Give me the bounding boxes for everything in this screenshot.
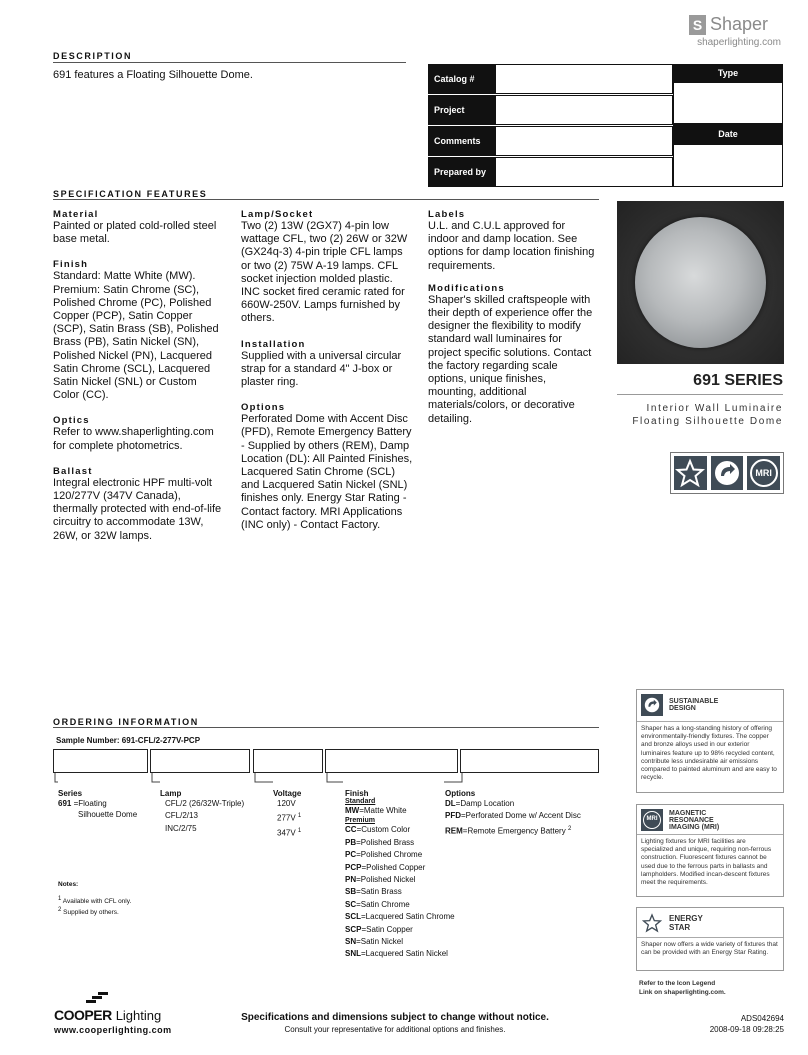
options-heading: Options: [241, 402, 286, 414]
date-header: Date: [673, 124, 783, 144]
shaper-logo-text: Shaper: [710, 14, 769, 34]
voltage-option: [277, 810, 301, 825]
option-desc: =Satin Nickel: [356, 937, 404, 947]
premium-subheading: Premium: [345, 817, 375, 825]
note-1: [58, 896, 131, 905]
mri-badge-text: MRI: [750, 459, 778, 487]
finish-option: [345, 899, 455, 911]
option-code: MW: [345, 806, 360, 815]
spec-heading: SPECIFICATION FEATURES: [53, 189, 208, 199]
finish-option: [345, 911, 455, 923]
options-list: [445, 798, 581, 838]
option-code: PN: [345, 875, 357, 885]
option-item: [445, 798, 581, 810]
legend-line-2: Link on shaperlighting.com.: [639, 988, 726, 996]
option-desc: =Lacquered Satin Nickel: [361, 949, 448, 959]
ordering-heading: ORDERING INFORMATION: [53, 717, 199, 727]
option-desc: =Satin Brass: [356, 887, 402, 897]
series-title: 691 SERIES: [693, 372, 783, 389]
footer-consult: Consult your representative for additional options and finishes.: [284, 1025, 506, 1034]
mods-text: Shaper's skilled craftspeople with their depth of experience offer the designer the flexibility to modify standard wall luminaires for project specific solutions. Contact the factory regarding scale options, unique finishes, mounting, additional materials/colors, or decorative detailing.: [428, 293, 593, 425]
series-column: [58, 789, 137, 820]
finish-option: [345, 805, 455, 817]
legend-line-1: Refer to the Icon Legend: [639, 980, 716, 987]
finish-option: [345, 849, 455, 861]
option-code: SCP: [345, 924, 362, 934]
lamp-option: CFL/2/13: [165, 811, 198, 821]
option-desc: =Satin Copper: [361, 924, 413, 934]
lamp-text: Two (2) 13W (2GX7) 4-pin low wattage CFL, two (2) 26W or 32W (GX24q-3) 4-pin triple CFL lamps or two (2) 75W A-19 lamps. CFL socket injection molded plastic. INC socket fired ceramic rated for 660W-250V. Lamps furnished by others.: [241, 220, 408, 325]
mri-box: [636, 804, 784, 897]
lamp-heading: Lamp/Socket: [241, 209, 314, 220]
option-desc: =Lacquered Satin Chrome: [361, 912, 455, 922]
option-item: [445, 810, 581, 822]
install-text: Supplied with a universal circular strap for a standard 4" J-box or plaster ring.: [241, 349, 402, 389]
mri-title-2: RESONANCE: [669, 816, 714, 824]
voltage-option: [277, 798, 301, 810]
finish-option: [345, 886, 455, 898]
note-1-text: Available with CFL only.: [62, 898, 132, 906]
standard-subheading: Standard: [345, 798, 376, 805]
mri-title-3: IMAGING (MRI): [669, 823, 720, 831]
voltage-connector: [255, 773, 273, 782]
option-code: PB: [345, 837, 357, 847]
options-connector: [444, 773, 462, 782]
option-code: PC: [345, 850, 357, 860]
doc-date: 2008-09-18 09:28:25: [709, 1025, 784, 1034]
lamp-list: [160, 798, 244, 835]
cooper-name-2: Lighting: [115, 1008, 162, 1023]
energy-star-small-icon: [641, 912, 663, 934]
option-code: SNL: [345, 949, 361, 959]
option-note-marker: 2: [567, 825, 572, 832]
option-desc: =Polished Chrome: [356, 850, 423, 860]
note-2-text: Supplied by others.: [63, 909, 119, 917]
icon-legend-note: [639, 980, 726, 997]
catalog-label: Catalog #: [428, 64, 495, 94]
sustainable-title-1: SUSTAINABLE: [669, 698, 719, 705]
material-text: Painted or plated cold-rolled steel base metal.: [53, 220, 217, 246]
note-1-marker: 1: [58, 896, 62, 902]
sample-number: Sample Number: 691-CFL/2-277V-PCP: [56, 736, 201, 745]
mods-heading: Modifications: [428, 282, 505, 294]
options-col-heading: Options: [445, 789, 476, 798]
mri-small-text: MRI: [643, 811, 661, 829]
option-code: SC: [345, 899, 357, 909]
series-code: 691: [58, 799, 72, 808]
option-desc: =Polished Copper: [361, 862, 426, 872]
cooper-name: COOPER: [54, 1007, 112, 1023]
optics-heading: Optics: [53, 415, 90, 427]
voltage-list: [273, 798, 301, 841]
finish-standard-list: [345, 805, 455, 817]
ballast-text: Integral electronic HPF multi-volt 120/277V (347V Canada), thermally protected with end-of-life circuitry to accommodate 13W, 26W, or 32W lamps.: [53, 476, 222, 542]
lamp-option: CFL/2 (26/32W-Triple): [165, 799, 245, 808]
option-desc: =Matte White: [359, 806, 407, 815]
finish-option: [345, 837, 455, 849]
option-desc: =Damp Location: [455, 799, 515, 808]
option-desc: =Custom Color: [356, 825, 411, 835]
option-item: [445, 823, 581, 838]
type-header: Type: [673, 64, 783, 82]
energy-title-2: STAR: [669, 923, 691, 932]
lamp-col-heading: Lamp: [160, 789, 182, 798]
install-heading: Installation: [241, 338, 306, 350]
series-desc-2: Silhouette Dome: [78, 810, 138, 820]
product-line2: Floating Silhouette Dome: [632, 416, 783, 427]
option-code: PCP: [345, 862, 362, 872]
sustainable-divider: [637, 721, 783, 722]
voltage-value: 277V: [277, 814, 296, 824]
ballast-heading: Ballast: [53, 465, 93, 477]
cooper-url: www.cooperlighting.com: [54, 1025, 172, 1035]
option-code: REM: [445, 826, 463, 836]
finish-connector: [327, 773, 343, 782]
option-desc: =Satin Chrome: [356, 899, 410, 909]
project-label: Project: [428, 95, 495, 125]
description-heading: DESCRIPTION: [53, 51, 133, 61]
voltage-note-marker: 1: [297, 828, 302, 835]
finish-premium-list: [345, 824, 455, 960]
finish-option: [345, 874, 455, 886]
series-col-heading: Series: [58, 789, 83, 798]
optics-text: Refer to www.shaperlighting.com for complete photometrics.: [53, 426, 214, 452]
product-line1: Interior Wall Luminaire: [646, 403, 783, 414]
option-code: SB: [345, 887, 357, 897]
option-code: CC: [345, 825, 357, 835]
notes: [58, 881, 131, 916]
prepared-label: Prepared by: [428, 157, 495, 187]
finish-option: [345, 948, 455, 960]
option-desc: =Polished Brass: [356, 837, 415, 847]
finish-heading: Finish: [53, 259, 89, 271]
finish-text: Standard: Matte White (MW). Premium: Satin Chrome (SC), Polished Chrome (PC), Polished Copper (PCP), Satin Copper (SCP), Satin Brass (SB), Polished Brass (PB), Satin Nickel (SN), Polished Nickel (PN), Lacquered Satin Chrome (SCL), Lacquered Satin Nickel (SNL) or Custom Color (CC).: [53, 270, 219, 402]
material-heading: Material: [53, 209, 99, 220]
voltage-value: 347V: [277, 829, 296, 839]
voltage-col-heading: Voltage: [273, 789, 302, 798]
option-code: PFD: [445, 811, 461, 821]
footer-notice: Specifications and dimensions subject to change without notice.: [241, 1012, 549, 1023]
energy-title-1: ENERGY: [669, 914, 703, 923]
mri-title-1: MAGNETIC: [669, 809, 707, 817]
finish-column: [345, 789, 455, 961]
cooper-bars-icon: [84, 990, 110, 1006]
voltage-note-marker: 1: [297, 813, 302, 820]
series-connector: [55, 773, 58, 782]
lamp-column: [160, 789, 244, 835]
voltage-column: [273, 789, 301, 841]
option-code: SCL: [345, 912, 361, 922]
mri-divider: [637, 834, 783, 835]
energy-box: [636, 907, 784, 971]
sustainable-text: Shaper has a long-standing history of offering environmentally-friendly fixtures. The copper and bronze alloys used in our exterior luminaires feature up to 98% recycled content, contribute less undesirable air emissions compared to painted aluminum and are easy to recycle.: [641, 725, 777, 782]
lamp-connector: [152, 773, 160, 782]
option-desc: =Remote Emergency Battery: [462, 826, 566, 836]
finish-option: [345, 862, 455, 874]
description-text: 691 features a Floating Silhouette Dome.: [53, 69, 253, 81]
series-desc: =Floating: [73, 799, 107, 808]
series-option: [58, 798, 137, 810]
finish-option: [345, 824, 455, 836]
voltage-option: [277, 825, 301, 840]
comments-label: Comments: [428, 126, 495, 156]
option-desc: =Perforated Dome w/ Accent Disc: [461, 811, 581, 821]
finish-option: [345, 936, 455, 948]
shaper-logo-icon: S: [689, 15, 706, 35]
energy-text: Shaper now offers a wide variety of fixtures that can be provided with an Energy Star Rating.: [641, 941, 778, 957]
cooper-logo: [54, 995, 172, 1035]
lamp-option: INC/2/75: [165, 823, 197, 833]
sustainable-small-icon: [641, 694, 663, 716]
notes-heading: Notes:: [58, 881, 79, 888]
options-text: Perforated Dome with Accent Disc (PFD), Remote Emergency Battery - Supplied by others (REM), Damp Location (DL): All Painted Finishes, Lacquered Satin Chrome (SCL) and Lacquered Satin Nickel (SNL) finishes only. Energy Star Rating - Contact factory. MRI Applications (INC only) - Contact Factory.: [241, 413, 413, 531]
mri-text: Lighting fixtures for MRI facilities are specialized and unique, requiring non-ferrous construction. Fluorescent fixtures cannot be used due to the ferrous parts in ballasts and lampholders. Modified incan-descent fixtures meet the requirements.: [641, 838, 772, 887]
labels-heading: Labels: [428, 209, 466, 220]
finish-option: [345, 924, 455, 936]
sustainable-box: [636, 689, 784, 793]
energy-divider: [637, 937, 783, 938]
option-code: DL: [445, 799, 456, 808]
options-column: [445, 789, 581, 838]
mri-small-icon: [641, 809, 663, 831]
labels-text: U.L. and C.U.L approved for indoor and damp location. See options for damp location finishing requirements.: [428, 220, 595, 272]
note-2: [58, 907, 131, 916]
note-2-marker: 2: [58, 907, 62, 914]
voltage-value: 120V: [277, 799, 296, 808]
option-desc: =Polished Nickel: [356, 875, 416, 885]
shaper-url: shaperlighting.com: [697, 37, 781, 48]
finish-col-heading: Finish: [345, 789, 369, 798]
sustainable-title-2: DESIGN: [669, 705, 696, 712]
doc-id: ADS042694: [740, 1014, 784, 1023]
option-code: SN: [345, 937, 357, 947]
